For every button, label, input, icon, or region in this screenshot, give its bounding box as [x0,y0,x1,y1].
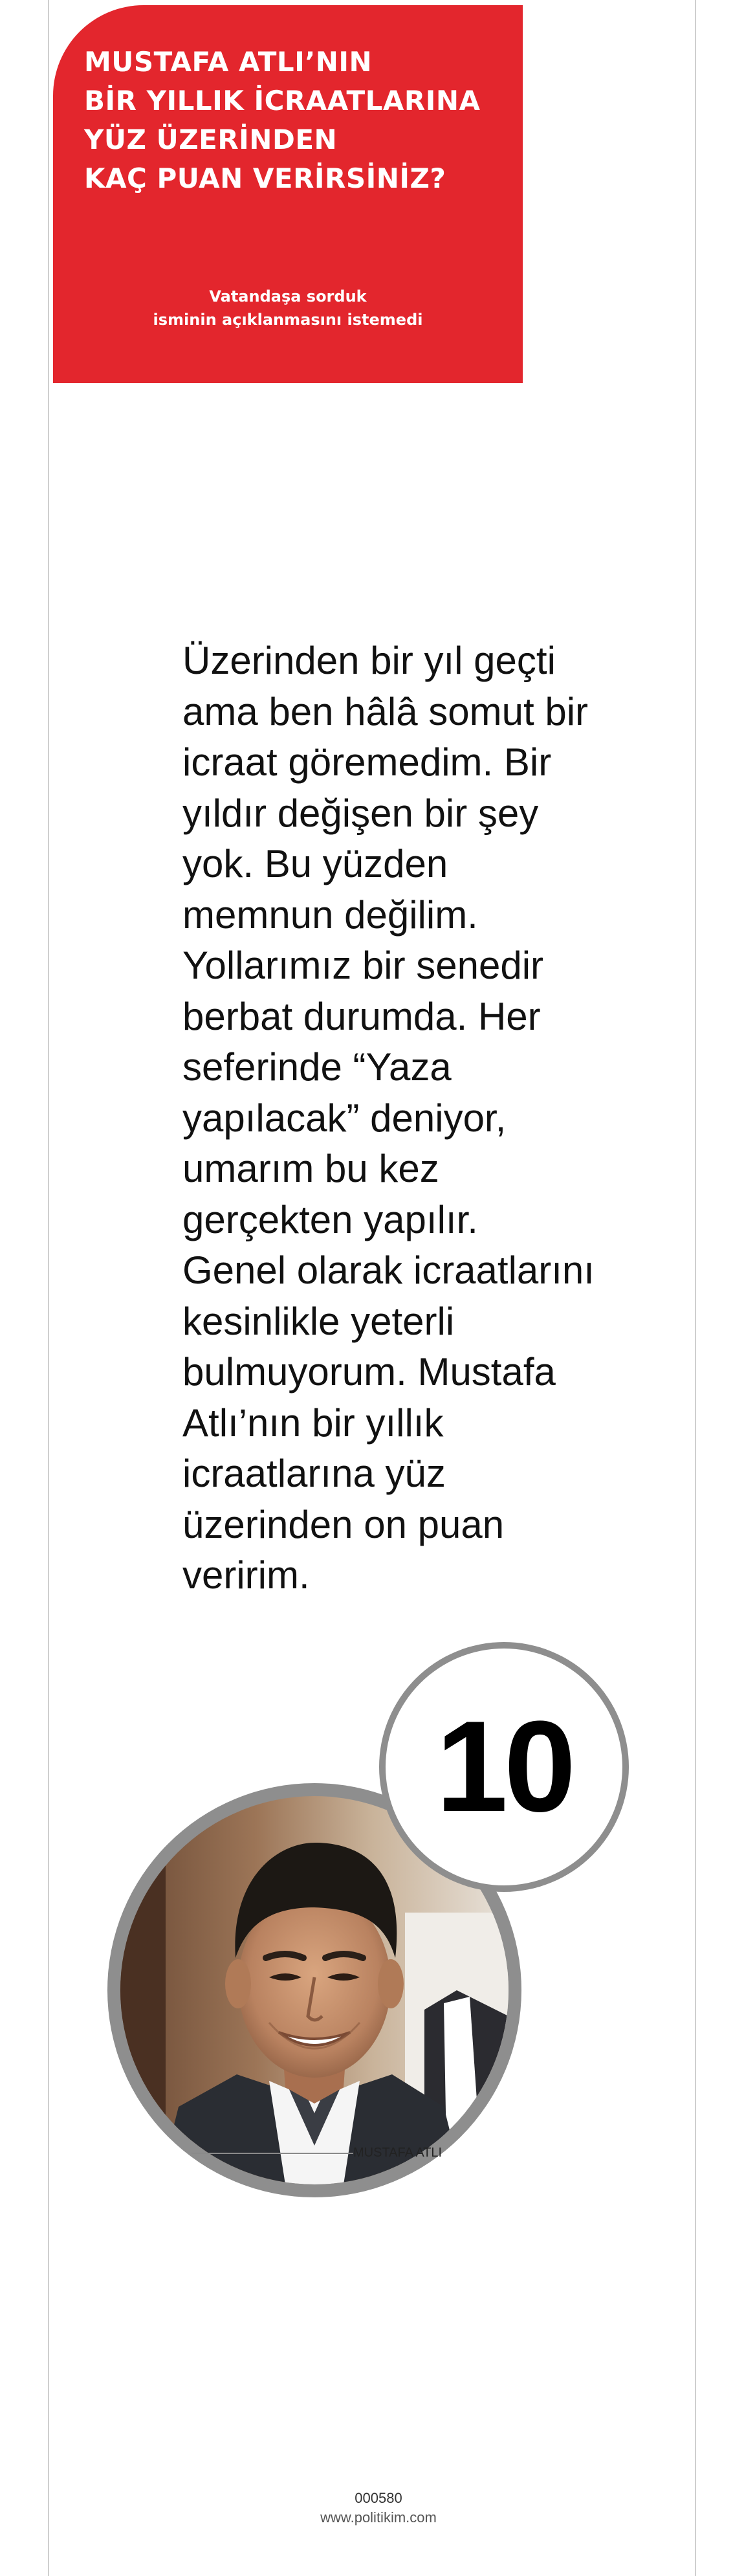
quote-line: umarım bu kez [182,1147,439,1190]
quote-line: icraat göremedim. Bir [182,740,552,784]
quote-line: ama ben hâlâ somut bir [182,689,589,733]
subheadline [53,285,523,331]
footer-code: 000580 [355,2490,402,2506]
footer-url[interactable]: www.politikim.com [320,2509,437,2526]
score-value: 10 [435,1694,573,1839]
citizen-quote [182,636,596,1601]
headline-line: KAÇ PUAN VERİRSİNİZ? [84,162,446,194]
quote-line: Atlı’nın bir yıllık [182,1401,444,1445]
quote-line: kesinlikle yeterli [182,1299,455,1343]
quote-line: gerçekten yapılır. [182,1197,478,1241]
subheadline-line: isminin açıklanmasını istemedi [153,311,423,329]
headline [84,43,498,198]
quote-line: Üzerinden bir yıl geçti [182,639,556,682]
quote-line: veririm. [182,1553,310,1597]
quote-line: Yollarımız bir senedir [182,944,544,987]
quote-line: memnun değilim. [182,893,478,937]
headline-line: YÜZ ÜZERİNDEN [84,124,338,155]
quote-line: yıldır değişen bir şey [182,791,539,835]
photo-caption: MUSTAFA ATLI [353,2146,443,2160]
quote-line: yok. Bu yüzden [182,842,448,885]
headline-line: MUSTAFA ATLI’NIN [84,46,373,78]
quote-line: berbat durumda. Her [182,994,541,1038]
headline-line: BİR YILLIK İCRAATLARINA [84,85,481,117]
quote-line: yapılacak” deniyor, [182,1096,507,1140]
quote-line: bulmuyorum. Mustafa [182,1350,556,1393]
quote-line: üzerinden on puan [182,1502,505,1546]
caption-divider [191,2153,353,2154]
quote-line: seferinde “Yaza [182,1045,452,1089]
right-column-rule [695,0,696,2576]
subheadline-line: Vatandaşa sorduk [209,287,367,305]
quote-line: Genel olarak icraatlarını [182,1249,595,1292]
left-column-rule [48,0,49,2576]
quote-line: icraatlarına yüz [182,1452,446,1495]
